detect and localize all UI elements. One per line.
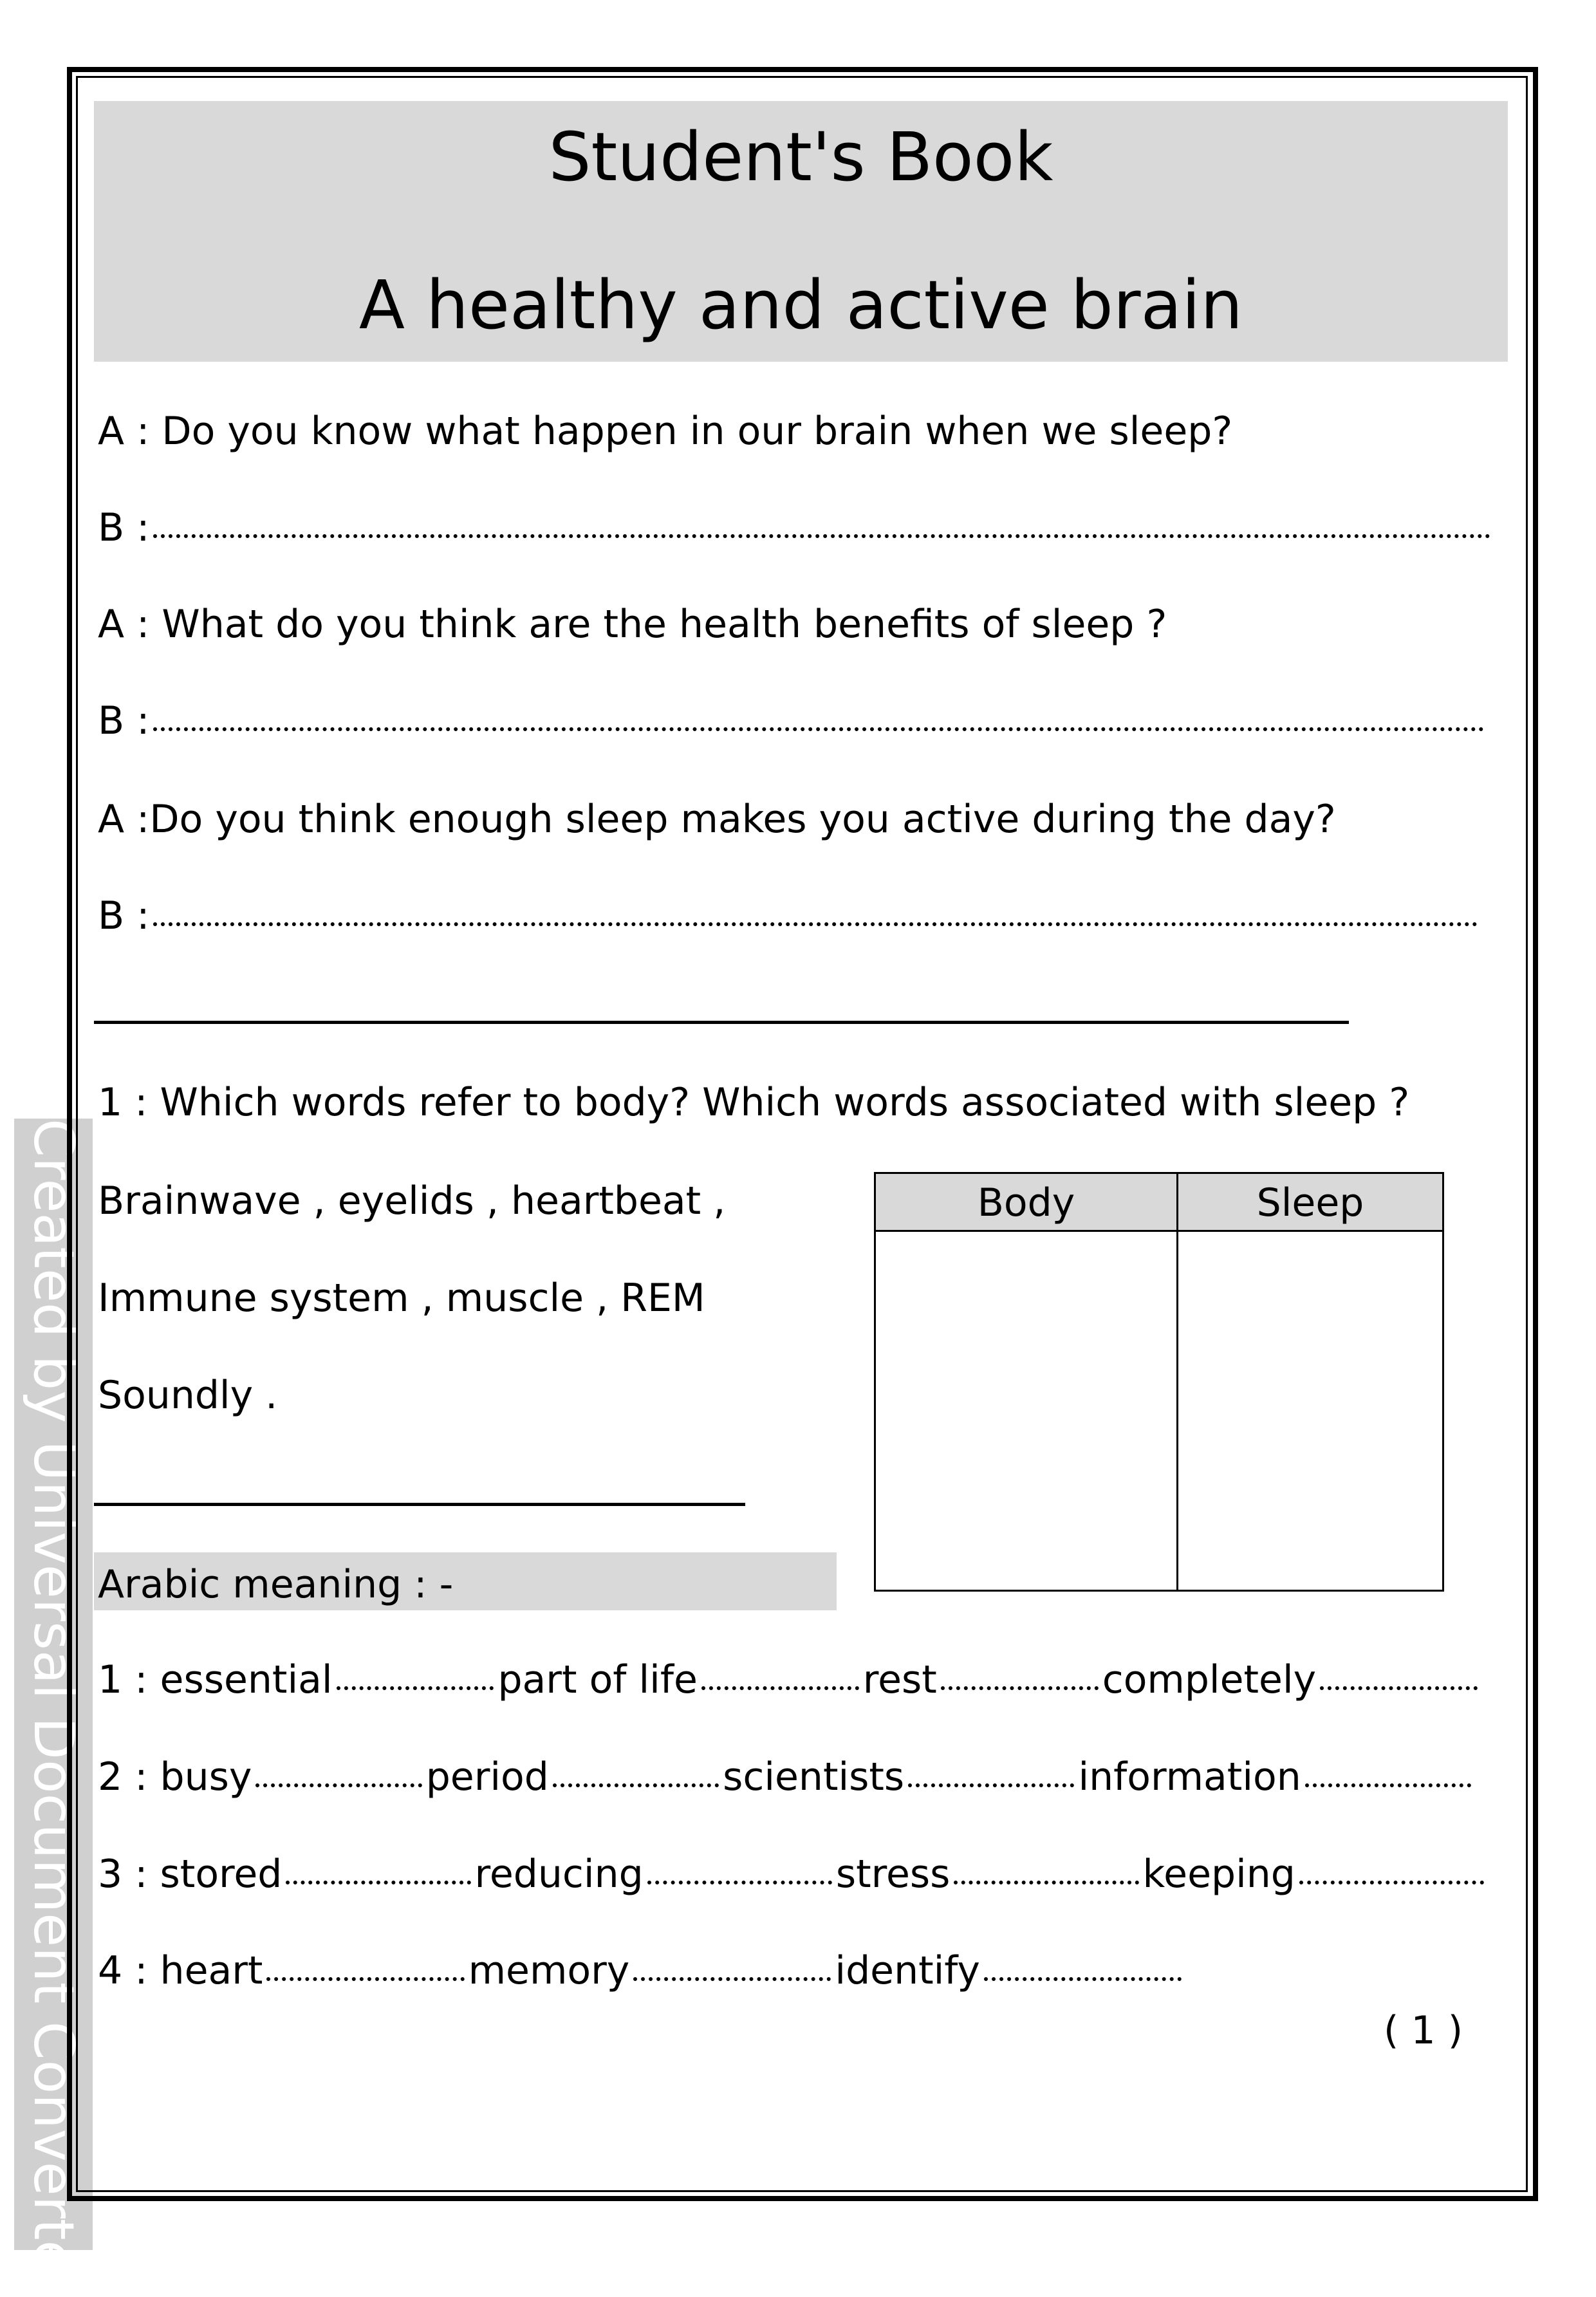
question-a1	[98, 409, 1233, 454]
answer-blank[interactable]	[647, 1881, 832, 1884]
answer-blank[interactable]	[954, 1881, 1138, 1884]
book-title: Student's Book	[548, 118, 1053, 196]
vocab-word: keeping	[1142, 1852, 1295, 1897]
answer-blank[interactable]	[255, 1783, 422, 1787]
question-a3	[98, 797, 1336, 842]
vocab-word: memory	[468, 1948, 630, 1993]
answer-blank[interactable]	[153, 534, 1490, 538]
speaker-a: A :	[98, 797, 150, 842]
word-list-line: Immune system , muscle , REM	[98, 1276, 705, 1321]
answer-b2[interactable]	[98, 698, 1488, 743]
answer-blank[interactable]	[1320, 1686, 1478, 1690]
answer-blank[interactable]	[153, 922, 1478, 926]
table-header-body: Body	[876, 1174, 1176, 1232]
answer-blank[interactable]	[701, 1686, 859, 1690]
question-text: Do you think enough sleep makes you active during the day?	[149, 797, 1336, 842]
row-number: 4 :	[98, 1948, 148, 1993]
row-number: 1 :	[98, 1657, 148, 1702]
answer-b3[interactable]	[98, 893, 1481, 938]
short-divider	[94, 1503, 745, 1506]
vocab-word: information	[1078, 1754, 1301, 1799]
word-list-line: Brainwave , eyelids , heartbeat ,	[98, 1178, 726, 1223]
vocab-word: part of life	[497, 1657, 698, 1702]
row-number: 2 :	[98, 1754, 148, 1799]
row-number: 3 :	[98, 1852, 148, 1897]
page-number: ( 1 )	[1384, 2008, 1463, 2053]
title-banner	[94, 101, 1508, 362]
vocab-row-2	[98, 1754, 1475, 1799]
speaker-b: B :	[98, 505, 150, 550]
speaker-b: B :	[98, 698, 150, 743]
vocab-word: stress	[835, 1852, 951, 1897]
vocab-word: essential	[160, 1657, 333, 1702]
answer-blank[interactable]	[553, 1783, 719, 1787]
vocab-word: completely	[1102, 1657, 1317, 1702]
vocab-row-1	[98, 1657, 1481, 1702]
vocab-row-4	[98, 1948, 1185, 1993]
vocab-word: rest	[862, 1657, 937, 1702]
question-text: Do you know what happen in our brain when we sleep?	[162, 409, 1233, 454]
vocab-word: busy	[160, 1754, 252, 1799]
vocab-word: stored	[160, 1852, 283, 1897]
column-divider	[1176, 1174, 1178, 1590]
lesson-title: A healthy and active brain	[358, 266, 1243, 344]
speaker-b: B :	[98, 893, 150, 938]
vocab-word: scientists	[723, 1754, 905, 1799]
divider	[94, 1021, 1349, 1024]
vocab-word: reducing	[474, 1852, 644, 1897]
question-a2	[98, 602, 1167, 647]
answer-blank[interactable]	[1299, 1881, 1484, 1884]
sorting-table	[874, 1172, 1444, 1592]
answer-blank[interactable]	[1305, 1783, 1471, 1787]
answer-blank[interactable]	[286, 1881, 470, 1884]
watermark-text: Created by Universal Document Converter	[21, 1119, 86, 2297]
answer-blank[interactable]	[633, 1977, 831, 1981]
speaker-a: A :	[98, 602, 150, 647]
arabic-meaning-heading: Arabic meaning : -	[98, 1562, 454, 1607]
vocab-word: identify	[835, 1948, 980, 1993]
exercise1-question: 1 : Which words refer to body? Which words associated with sleep ?	[98, 1080, 1410, 1125]
answer-blank[interactable]	[153, 727, 1484, 731]
answer-blank[interactable]	[266, 1977, 464, 1981]
speaker-a: A :	[98, 409, 150, 454]
answer-b1[interactable]	[98, 505, 1494, 550]
answer-blank[interactable]	[337, 1686, 494, 1690]
answer-blank[interactable]	[984, 1977, 1182, 1981]
question-text: What do you think are the health benefits of sleep ?	[162, 602, 1167, 647]
word-list-line: Soundly .	[98, 1373, 278, 1418]
vocab-word: heart	[160, 1948, 263, 1993]
table-header-sleep: Sleep	[1178, 1174, 1442, 1232]
vocab-row-3	[98, 1852, 1488, 1897]
vocab-word: period	[425, 1754, 549, 1799]
answer-blank[interactable]	[908, 1783, 1074, 1787]
answer-blank[interactable]	[941, 1686, 1099, 1690]
